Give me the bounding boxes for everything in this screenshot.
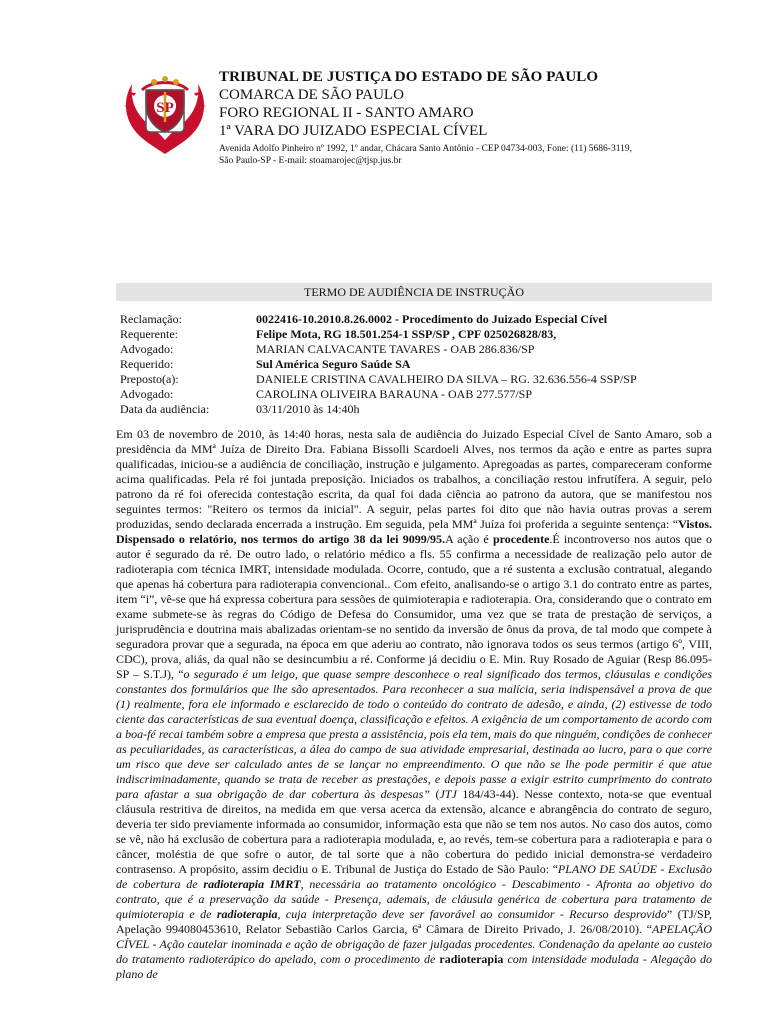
field-label: Requerente:: [120, 327, 178, 341]
field-label: Advogado:: [120, 387, 174, 401]
body-bold-italic-text: radioterapia IMRT: [203, 877, 301, 891]
field-value: MARIAN CALVACANTE TAVARES - OAB 286.836/SP: [256, 342, 535, 356]
body-text: A ação é: [445, 532, 493, 546]
document-header: [219, 68, 739, 167]
term-title: TERMO DE AUDIÊNCIA DE INSTRUÇÃO: [116, 283, 712, 301]
court-name: TRIBUNAL DE JUSTIÇA DO ESTADO DE SÃO PAULO: [219, 69, 599, 85]
field-row-data-audiencia: [120, 402, 720, 417]
field-value: Sul América Seguro Saúde SA: [256, 357, 411, 371]
field-value: DANIELE CRISTINA CAVALHEIRO DA SILVA – RG. 32.636.556-4 SSP/SP: [256, 372, 637, 386]
field-value: 03/11/2010 às 14:40h: [256, 402, 360, 416]
field-value: 0022416-10.2010.8.26.0002 - Procedimento do Juizado Especial Cível: [256, 312, 608, 326]
body-text: ” (TJ/SP, Apelação 994080453610, Relator Sebastião Carlos Garcia, 6ª Câmara de Direito Privado, J. 26/08/2010). “: [116, 907, 712, 936]
body-italic-text: APELAÇÃO CÍVEL - Ação cautelar inominada e ação de obrigação de fazer julgadas procedentes. Condenação da apelante ao custeio do tratamento radioterápico do apelado, com o procedimento de: [116, 922, 712, 966]
body-italic-text: , cuja interpretação deve ser favorável ao consumidor - Recurso desprovido: [277, 907, 667, 921]
field-label: Advogado:: [120, 342, 174, 356]
body-italic-text: , necessária ao tratamento oncológico - Descabimento - Afronta ao objetivo do contrato, que é a preservação da saúde - Presença, ademais, de cláusula genérica de cobertura para tratamento de quimioterapia e de: [116, 877, 713, 921]
field-label: Data da audiência:: [120, 402, 210, 416]
field-row-advogado-autor: [120, 342, 720, 357]
hearing-minutes-text: [116, 427, 712, 982]
field-value: Felipe Mota, RG 18.501.254-1 SSP/SP , CPF 025026828/83,: [256, 327, 557, 341]
field-row-advogado-re: [120, 387, 720, 402]
body-text: .É incontroverso nos autos que o autor é segurado da ré. De outro lado, o relatório médico a fls. 55 confirma a necessidade de realização pelo autor de radioterapia com técnica IMRT, intensidade modulada. Ocorre, contudo, que a ré sustenta a exclusão contratual, alegando que apenas há cobertura para radioterapia convencional.. Com efeito, analisando-se o artigo 3.1 do contrato entre as partes, item “i”, vê-se que há expressa cobertura para sessões de quimioterapia e radioterapia. Ora, considerando que o contrato em exame submete-se às regras do Código de Defesa do Consumidor, uma vez que se trata de prestação de serviços, a jurisprudência e doutrina mais abalizadas orientam-se no sentido da inversão de ônus da prova, de tal modo que compete à seguradora provar que a segurada, na época em que aderiu ao contrato, não ignorava todos os seus termos (artigo 6º, VIII, CDC), prova, aliás, da qual não se desincumbiu a ré. Conforme já decidiu o E. Min. Ruy Rosado de Aguiar (Resp 86.095-SP – S.T.J), “: [116, 532, 713, 681]
vara-name: 1ª VARA DO JUIZADO ESPECIAL CÍVEL: [219, 123, 488, 139]
field-label: Preposto(a):: [120, 372, 179, 386]
field-label: Requerido:: [120, 357, 174, 371]
address-line-1: Avenida Adolfo Pinheiro nº 1992, 1º andar, Chácara Santo Antônio - CEP 04734-003, Fone: (11) 5686-3119,: [219, 144, 632, 154]
court-seal-icon: [120, 66, 210, 158]
field-row-reclamacao: [120, 312, 720, 327]
body-italic-text: PLANO DE SAÚDE - Exclusão de cobertura de: [116, 862, 712, 891]
body-italic-text: com intensidade modulada - Alegação do plano de: [116, 952, 712, 981]
field-row-preposto: [120, 372, 720, 387]
field-label: Reclamação:: [120, 312, 182, 326]
body-bold-text: Vistos. Dispensado o relatório, nos termos do artigo 38 da lei 9099/95.: [116, 517, 712, 546]
field-row-requerente: [120, 327, 720, 342]
case-fields: [120, 312, 720, 417]
court-address: [219, 144, 739, 167]
foro-name: FORO REGIONAL II - SANTO AMARO: [219, 105, 474, 121]
body-text: 184/43-44). Nesse contexto, nota-se que eventual cláusula restritiva de direitos, na medida em que versa acerca da extensão, alcance e abrangência do contrato de seguro, deveria ter sido previamente informada ao consumidor, informação esta que não se tem nos autos. No caso dos autos, como se vê, não há exclusão de cobertura para a radioterapia modulada, e, ao revés, tem-se cobertura para a radioterapia e para o câncer, moléstia de que sofre o autor, de tal sorte que a não cobertura do pedido inicial demonstra-se verdadeiro contrasenso. A propósito, assim decidiu o E. Tribunal de Justiça do Estado de São Paulo: “: [116, 787, 712, 876]
body-bold-text: radioterapia: [439, 952, 504, 966]
body-text: (: [429, 787, 440, 801]
body-bold-italic-text: radioterapia: [216, 907, 278, 921]
seal-text: SP: [156, 100, 174, 116]
field-value: CAROLINA OLIVEIRA BARAUNA - OAB 277.577/SP: [256, 387, 533, 401]
body-bold-text: procedente: [492, 532, 550, 546]
field-row-requerido: [120, 357, 720, 372]
comarca-name: COMARCA DE SÃO PAULO: [219, 87, 404, 103]
body-italic-text: JTJ: [439, 787, 457, 801]
body-text: Em 03 de novembro de 2010, às 14:40 horas, nesta sala de audiência do Juizado Especial Cível de Santo Amaro, sob a presidência da MMª Juíza de Direito Dra. Fabiana Bissolli Scardoeli Alves, nos termos da ação e entre as partes supra qualificadas, iniciou-se a audiência de conciliação, instrução e julgamento. Apregoadas as partes, compareceram conforme acima qualificadas. Pela ré foi juntada preposição. Iniciados os trabalhos, a conciliação restou infrutífera. A seguir, pelo patrono da ré foi oferecida contestação escrita, da qual foi dada ciência ao patrono da autora, que se manifestou nos seguintes termos: "Reitero os termos da inicial". A seguir, pelas partes foi dito que não havia outras provas a serem produzidas, sendo declarada encerrada a instrução. Em seguida, pela MMª Juíza foi proferida a seguinte sentença: “: [116, 427, 712, 531]
body-italic-text: o segurado é um leigo, que quase sempre desconhece o real significado dos termos, cláusulas e condições constantes dos formulários que lhe são apresentados. Para reconhecer a sua malícia, seria indispensável a prova de que (1) realmente, fora ele informado e esclarecido de todo o conteúdo do contrato de adesão, e ainda, (2) estivesse de todo ciente das características de sua eventual doença, classificação e efeitos. A exigência de um comportamento de acordo com a boa-fé recai também sobre a empresa que presta a assistência, pois ela tem, mais do que ninguém, condições de conhecer as peculiaridades, as características, a álea do campo de sua atividade empresarial, destinada ao lucro, para o que corre um risco que deve ser calculado antes de se lançar no empreendimento. O que não se lhe pode permitir é que atue indiscriminadamente, quando se trata de receber as prestações, e depois passe a exigir estrito cumprimento do contrato para afastar a sua obrigação de dar cobertura às despesas”: [116, 667, 712, 801]
address-line-2: São Paulo-SP - E-mail: stoamarojec@tjsp.jus.br: [219, 155, 402, 166]
